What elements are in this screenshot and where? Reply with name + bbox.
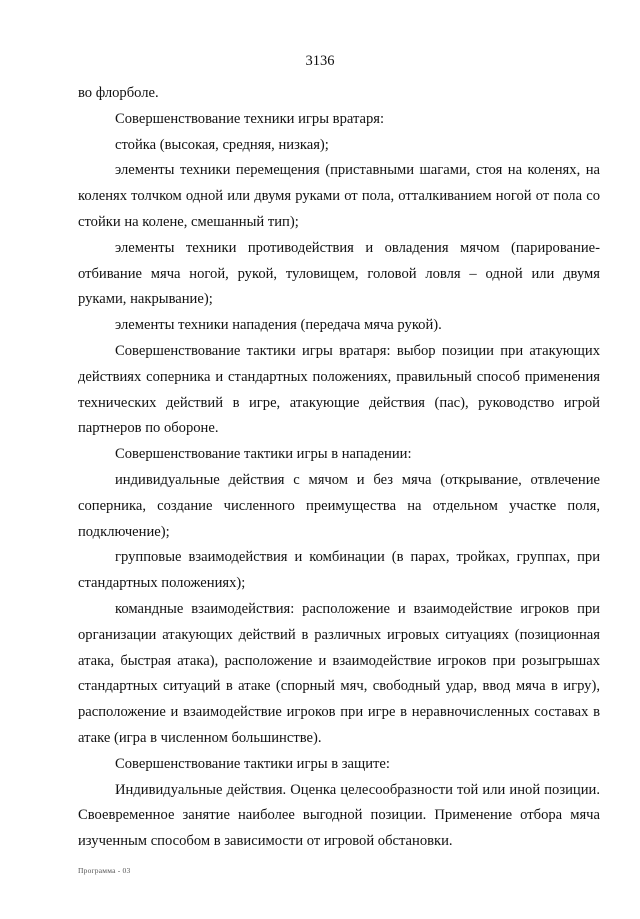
paragraph: индивидуальные действия с мячом и без мяча (открывание, отвлечение соперника, создание численного преимущества на отдельном участке поля, подключение);	[78, 471, 600, 540]
paragraph: стойка (высокая, средняя, низкая);	[115, 136, 329, 153]
paragraph: Совершенствование техники игры вратаря:	[115, 110, 385, 127]
paragraph-continuation: во флорболе.	[78, 85, 159, 101]
body-text	[78, 81, 600, 855]
paragraph: Индивидуальные действия. Оценка целесообразности той или иной позиции. Своевременное занятие наиболее выгодной позиции. Применение отбора мяча изученным способом в зависимости от игровой обстановки.	[78, 781, 600, 850]
paragraph: групповые взаимодействия и комбинации (в парах, тройках, группах, при стандартных положениях);	[78, 549, 600, 592]
page-number: 3136	[305, 53, 335, 69]
paragraph: Совершенствование тактики игры в нападении:	[115, 446, 412, 463]
paragraph: элементы техники нападения (передача мяча рукой).	[115, 317, 442, 334]
paragraph: элементы техники перемещения (приставными шагами, стоя на коленях, на коленях толчком одной или двумя руками от пола, отталкиванием ногой от пола со стойки на колене, смешанный тип);	[78, 162, 600, 230]
paragraph: элементы техники противодействия и овладения мячом (парирование-отбивание мяча ногой, рукой, туловищем, головой ловля – одной или двумя руками, накрывание);	[78, 239, 600, 308]
paragraph: командные взаимодействия: расположение и взаимодействие игроков при организации атакующих действий в различных игровых ситуациях (позиционная атака, быстрая атака), расположение и взаимодействие игроков при розыгрышах стандартных ситуаций в атаке (спорный мяч, свободный удар, ввод мяча в игру), расположение и взаимодействие игроков при игре в неравночисленных составах в атаке (игра в численном большинстве).	[78, 600, 600, 746]
footer-note: Программа - 03	[78, 866, 131, 875]
paragraph: Совершенствование тактики игры в защите:	[115, 755, 390, 772]
paragraph: Совершенствование тактики игры вратаря: выбор позиции при атакующих действиях соперника и стандартных положениях, правильный способ применения технических действий в игре, атакующие действия (пас), руководство игрой партнеров по обороне.	[78, 342, 600, 437]
